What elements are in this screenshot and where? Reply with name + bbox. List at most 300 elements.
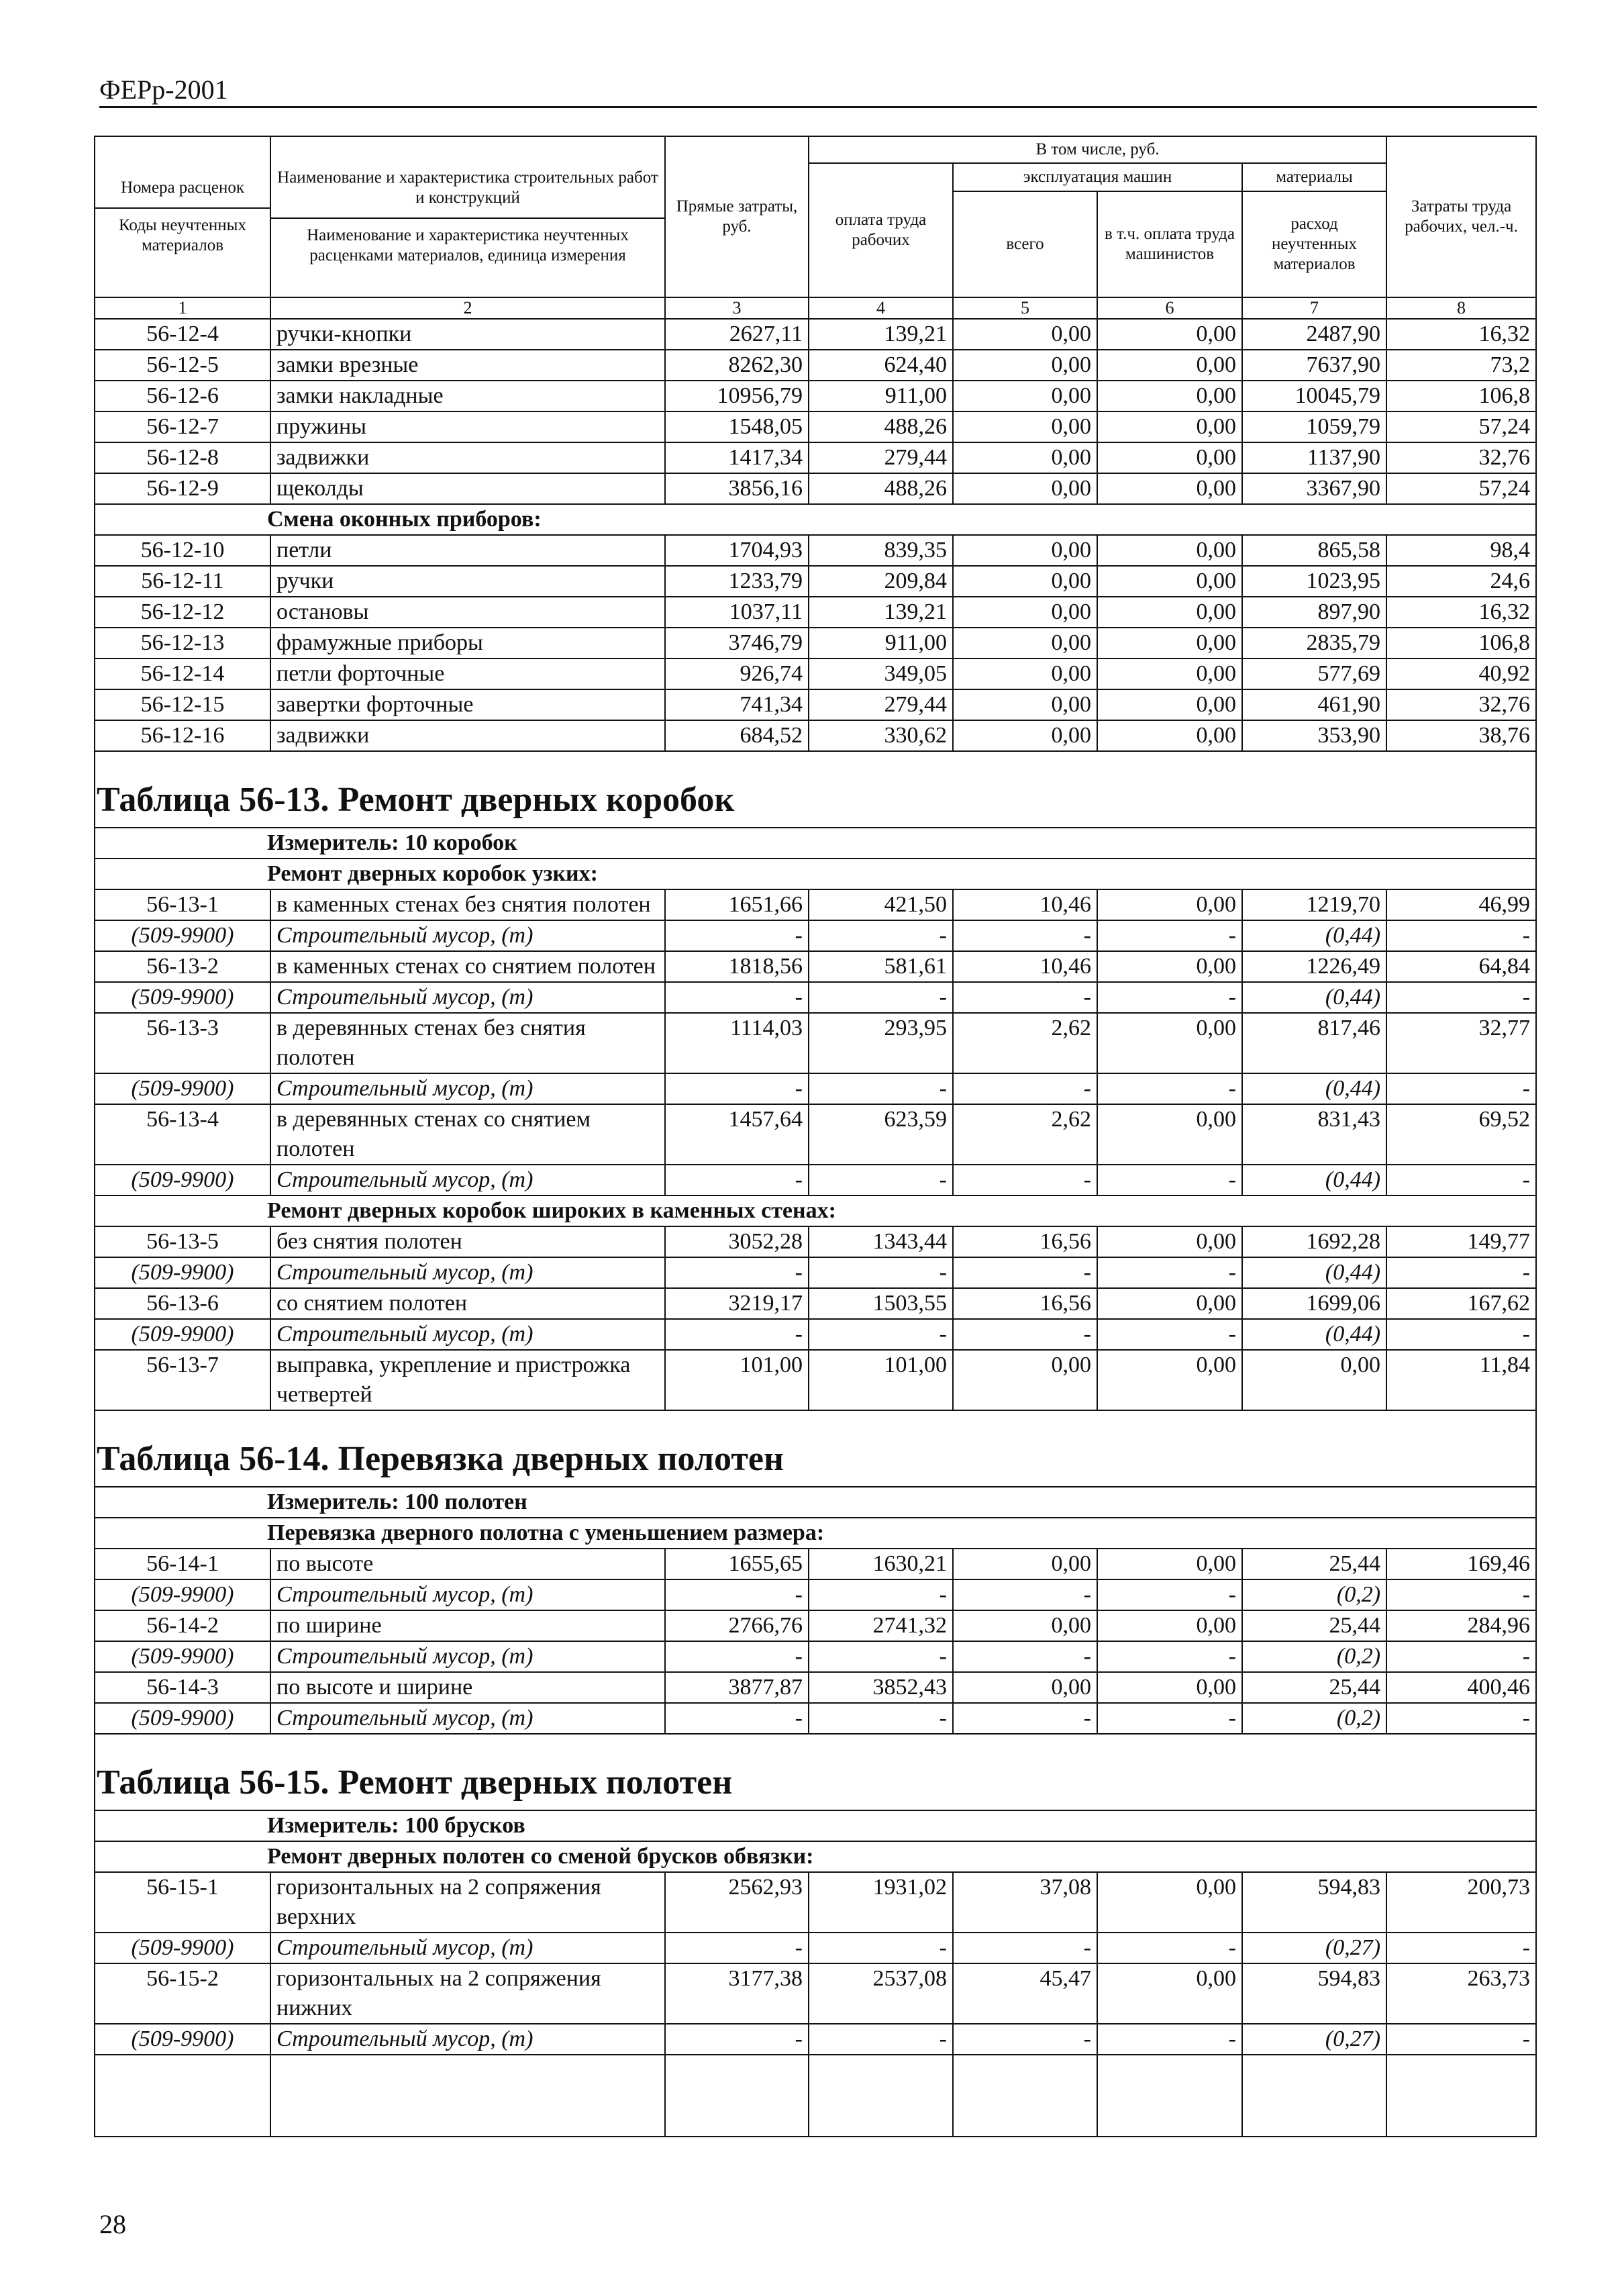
value-cell: 1037,11 — [665, 597, 809, 628]
table-title: Таблица 56-15. Ремонт дверных полотен — [95, 1734, 1536, 1810]
value-cell: 911,00 — [809, 628, 953, 658]
value-cell: 7637,90 — [1242, 350, 1386, 381]
value-cell: 0,00 — [1097, 1963, 1242, 2024]
rate-row — [95, 658, 1536, 689]
value-cell: 2,62 — [953, 1013, 1097, 1073]
material-row — [95, 982, 1536, 1013]
value-cell: 624,40 — [809, 350, 953, 381]
group-heading-row — [95, 1518, 1536, 1549]
rate-name: задвижки — [270, 720, 665, 751]
value-cell: 0,00 — [953, 442, 1097, 473]
value-cell: 0,00 — [953, 319, 1097, 350]
value-cell: 684,52 — [665, 720, 809, 751]
group-heading-row — [95, 1195, 1536, 1226]
page-header: ФЕРр-2001 — [99, 75, 228, 105]
value-cell: 32,76 — [1386, 442, 1536, 473]
value-cell: 911,00 — [809, 381, 953, 411]
value-cell: 1692,28 — [1242, 1226, 1386, 1257]
value-cell: - — [809, 1933, 953, 1963]
col-num: 2 — [270, 297, 665, 319]
value-cell: - — [953, 1703, 1097, 1734]
value-cell: 2537,08 — [809, 1963, 953, 2024]
value-cell: 1457,64 — [665, 1104, 809, 1165]
value-cell: 3367,90 — [1242, 473, 1386, 504]
rate-code: (509-9900) — [95, 1073, 270, 1104]
value-cell: (0,44) — [1242, 920, 1386, 951]
value-cell: 284,96 — [1386, 1610, 1536, 1641]
value-cell: 1023,95 — [1242, 566, 1386, 597]
col-header-4: оплата труда рабочих — [809, 163, 953, 297]
value-cell: - — [1097, 1165, 1242, 1195]
value-cell: 0,00 — [1097, 350, 1242, 381]
rate-code: 56-13-4 — [95, 1104, 270, 1165]
value-cell: 0,00 — [1097, 411, 1242, 442]
value-cell: - — [953, 1165, 1097, 1195]
rate-name: в каменных стенах со снятием полотен — [270, 951, 665, 982]
value-cell: 2487,90 — [1242, 319, 1386, 350]
rate-code: 56-14-2 — [95, 1610, 270, 1641]
value-cell: - — [1097, 1641, 1242, 1672]
rate-name: петли — [270, 535, 665, 566]
rate-name: петли форточные — [270, 658, 665, 689]
value-cell: - — [665, 1579, 809, 1610]
value-cell: - — [665, 1165, 809, 1195]
rate-name: задвижки — [270, 442, 665, 473]
value-cell: - — [809, 982, 953, 1013]
rate-code: 56-12-13 — [95, 628, 270, 658]
value-cell: 32,76 — [1386, 689, 1536, 720]
value-cell: 40,92 — [1386, 658, 1536, 689]
col-header-6: в т.ч. оплата труда машинистов — [1097, 191, 1242, 297]
value-cell: 594,83 — [1242, 1872, 1386, 1933]
value-cell: (0,44) — [1242, 1165, 1386, 1195]
col-num: 3 — [665, 297, 809, 319]
material-row — [95, 1073, 1536, 1104]
rate-row — [95, 319, 1536, 350]
rate-name: без снятия полотен — [270, 1226, 665, 1257]
rate-code: 56-12-10 — [95, 535, 270, 566]
value-cell: 2627,11 — [665, 319, 809, 350]
rate-code: (509-9900) — [95, 920, 270, 951]
value-cell: 353,90 — [1242, 720, 1386, 751]
value-cell: 0,00 — [1097, 597, 1242, 628]
value-cell: 1114,03 — [665, 1013, 809, 1073]
value-cell: - — [1386, 1933, 1536, 1963]
col-header-8: Затраты труда рабочих, чел.-ч. — [1386, 136, 1536, 297]
rate-code: (509-9900) — [95, 1703, 270, 1734]
rate-code: 56-12-9 — [95, 473, 270, 504]
value-cell: (0,44) — [1242, 1257, 1386, 1288]
rate-code: 56-13-1 — [95, 889, 270, 920]
col-header-7: расход неучтенных материалов — [1242, 191, 1386, 297]
value-cell: 263,73 — [1386, 1963, 1536, 2024]
value-cell: 581,61 — [809, 951, 953, 982]
rate-name: ручки — [270, 566, 665, 597]
col-header-group: В том числе, руб. — [809, 136, 1386, 163]
material-row — [95, 1933, 1536, 1963]
value-cell: 106,8 — [1386, 381, 1536, 411]
value-cell: 0,00 — [1097, 535, 1242, 566]
rate-name: со снятием полотен — [270, 1288, 665, 1319]
value-cell: 10956,79 — [665, 381, 809, 411]
value-cell: - — [953, 1933, 1097, 1963]
measure-unit-row — [95, 1810, 1536, 1841]
value-cell: 24,6 — [1386, 566, 1536, 597]
value-cell: 101,00 — [665, 1350, 809, 1410]
rate-row — [95, 597, 1536, 628]
value-cell: 38,76 — [1386, 720, 1536, 751]
value-cell: - — [1097, 1319, 1242, 1350]
measure-unit-row — [95, 828, 1536, 859]
value-cell: 0,00 — [953, 350, 1097, 381]
value-cell: 3177,38 — [665, 1963, 809, 2024]
blank-cell — [95, 2055, 270, 2137]
value-cell: - — [1097, 1703, 1242, 1734]
value-cell: 0,00 — [953, 628, 1097, 658]
rate-name: в каменных стенах без снятия полотен — [270, 889, 665, 920]
blank-cell — [665, 2055, 809, 2137]
col-header-materials: материалы — [1242, 163, 1386, 191]
group-heading-row — [95, 504, 1536, 535]
rate-row — [95, 535, 1536, 566]
value-cell: 0,00 — [1097, 889, 1242, 920]
value-cell: 149,77 — [1386, 1226, 1536, 1257]
rate-name: Строительный мусор, (т) — [270, 1579, 665, 1610]
value-cell: 45,47 — [953, 1963, 1097, 2024]
rate-code: 56-14-1 — [95, 1549, 270, 1579]
rates-table — [94, 136, 1537, 2137]
rate-code: (509-9900) — [95, 1933, 270, 1963]
rate-code: (509-9900) — [95, 1165, 270, 1195]
group-heading: Смена оконных приборов: — [95, 504, 1536, 535]
value-cell: (0,2) — [1242, 1579, 1386, 1610]
value-cell: 2562,93 — [665, 1872, 809, 1933]
value-cell: 10,46 — [953, 951, 1097, 982]
value-cell: (0,44) — [1242, 982, 1386, 1013]
value-cell: - — [665, 1933, 809, 1963]
value-cell: 1651,66 — [665, 889, 809, 920]
value-cell: 73,2 — [1386, 350, 1536, 381]
rate-row — [95, 473, 1536, 504]
value-cell: 10045,79 — [1242, 381, 1386, 411]
rate-name: Строительный мусор, (т) — [270, 1319, 665, 1350]
value-cell: - — [809, 1257, 953, 1288]
value-cell: 623,59 — [809, 1104, 953, 1165]
value-cell: 488,26 — [809, 411, 953, 442]
value-cell: - — [1386, 1257, 1536, 1288]
measure-unit: Измеритель: 100 брусков — [95, 1810, 1536, 1841]
rate-row — [95, 689, 1536, 720]
value-cell: - — [809, 1641, 953, 1672]
rate-code: 56-12-14 — [95, 658, 270, 689]
rate-name: горизонтальных на 2 сопряжения нижних — [270, 1963, 665, 2024]
value-cell: - — [809, 1165, 953, 1195]
value-cell: 25,44 — [1242, 1672, 1386, 1703]
value-cell: 200,73 — [1386, 1872, 1536, 1933]
rate-row — [95, 1104, 1536, 1165]
value-cell: - — [1097, 920, 1242, 951]
value-cell: 1417,34 — [665, 442, 809, 473]
rate-code: 56-12-15 — [95, 689, 270, 720]
rate-row — [95, 951, 1536, 982]
value-cell: 0,00 — [953, 566, 1097, 597]
value-cell: 1699,06 — [1242, 1288, 1386, 1319]
value-cell: 25,44 — [1242, 1610, 1386, 1641]
rate-code: 56-12-5 — [95, 350, 270, 381]
measure-unit-row — [95, 1487, 1536, 1518]
value-cell: - — [809, 1579, 953, 1610]
rate-name: щеколды — [270, 473, 665, 504]
rate-code: 56-13-3 — [95, 1013, 270, 1073]
value-cell: 98,4 — [1386, 535, 1536, 566]
value-cell: 0,00 — [1097, 442, 1242, 473]
rate-code: 56-13-5 — [95, 1226, 270, 1257]
rate-name: Строительный мусор, (т) — [270, 1641, 665, 1672]
value-cell: 2835,79 — [1242, 628, 1386, 658]
rate-name: по высоте и ширине — [270, 1672, 665, 1703]
rate-code: 56-12-8 — [95, 442, 270, 473]
value-cell: 25,44 — [1242, 1549, 1386, 1579]
value-cell: - — [665, 982, 809, 1013]
value-cell: 0,00 — [1097, 1104, 1242, 1165]
rate-code: (509-9900) — [95, 1579, 270, 1610]
rate-row — [95, 566, 1536, 597]
value-cell: (0,27) — [1242, 1933, 1386, 1963]
value-cell: 0,00 — [1097, 628, 1242, 658]
rate-code: 56-12-11 — [95, 566, 270, 597]
rate-code: 56-12-12 — [95, 597, 270, 628]
rate-name: Строительный мусор, (т) — [270, 920, 665, 951]
rate-name: Строительный мусор, (т) — [270, 1703, 665, 1734]
value-cell: 1503,55 — [809, 1288, 953, 1319]
blank-cell — [953, 2055, 1097, 2137]
rate-row — [95, 1288, 1536, 1319]
rate-name: Строительный мусор, (т) — [270, 1257, 665, 1288]
value-cell: - — [665, 1257, 809, 1288]
table-header — [95, 136, 1536, 319]
value-cell: - — [1097, 1257, 1242, 1288]
group-heading-row — [95, 1841, 1536, 1872]
group-heading: Ремонт дверных коробок узких: — [95, 859, 1536, 889]
value-cell: - — [1386, 1579, 1536, 1610]
rate-row — [95, 1963, 1536, 2024]
value-cell: - — [1386, 982, 1536, 1013]
value-cell: 167,62 — [1386, 1288, 1536, 1319]
rate-row — [95, 1549, 1536, 1579]
value-cell: 11,84 — [1386, 1350, 1536, 1410]
value-cell: - — [665, 1073, 809, 1104]
value-cell: - — [665, 1319, 809, 1350]
value-cell: (0,44) — [1242, 1319, 1386, 1350]
rate-name: ручки-кнопки — [270, 319, 665, 350]
value-cell: 897,90 — [1242, 597, 1386, 628]
col-num: 8 — [1386, 297, 1536, 319]
value-cell: 421,50 — [809, 889, 953, 920]
page-number: 28 — [99, 2209, 126, 2239]
value-cell: 0,00 — [953, 473, 1097, 504]
value-cell: 1219,70 — [1242, 889, 1386, 920]
value-cell: 16,56 — [953, 1226, 1097, 1257]
value-cell: 1818,56 — [665, 951, 809, 982]
value-cell: 865,58 — [1242, 535, 1386, 566]
value-cell: - — [665, 1703, 809, 1734]
col-header-machines: эксплуатация машин — [953, 163, 1242, 191]
value-cell: 0,00 — [1097, 1672, 1242, 1703]
rate-code: (509-9900) — [95, 1641, 270, 1672]
value-cell: 3852,43 — [809, 1672, 953, 1703]
value-cell: 1137,90 — [1242, 442, 1386, 473]
rate-code: 56-14-3 — [95, 1672, 270, 1703]
value-cell: (0,44) — [1242, 1073, 1386, 1104]
value-cell: - — [953, 1073, 1097, 1104]
col-header-3: Прямые затраты, руб. — [665, 136, 809, 297]
value-cell: - — [1386, 920, 1536, 951]
value-cell: 0,00 — [1097, 658, 1242, 689]
group-heading: Ремонт дверных полотен со сменой брусков обвязки: — [95, 1841, 1536, 1872]
table-title: Таблица 56-13. Ремонт дверных коробок — [95, 751, 1536, 828]
rate-row — [95, 1226, 1536, 1257]
material-row — [95, 920, 1536, 951]
rate-name: Строительный мусор, (т) — [270, 1165, 665, 1195]
rate-row — [95, 628, 1536, 658]
value-cell: 16,32 — [1386, 319, 1536, 350]
value-cell: 0,00 — [1097, 1350, 1242, 1410]
value-cell: 594,83 — [1242, 1963, 1386, 2024]
value-cell: 0,00 — [953, 411, 1097, 442]
value-cell: 0,00 — [953, 597, 1097, 628]
value-cell: 0,00 — [953, 1672, 1097, 1703]
value-cell: - — [1386, 2024, 1536, 2055]
value-cell: - — [1386, 1703, 1536, 1734]
rate-row — [95, 1610, 1536, 1641]
value-cell: 0,00 — [1097, 951, 1242, 982]
material-row — [95, 1703, 1536, 1734]
material-row — [95, 1319, 1536, 1350]
rate-code: 56-13-7 — [95, 1350, 270, 1410]
value-cell: 0,00 — [1242, 1350, 1386, 1410]
blank-cell — [1097, 2055, 1242, 2137]
value-cell: - — [665, 2024, 809, 2055]
measure-unit: Измеритель: 100 полотен — [95, 1487, 1536, 1518]
value-cell: 349,05 — [809, 658, 953, 689]
value-cell: - — [953, 982, 1097, 1013]
value-cell: 3877,87 — [665, 1672, 809, 1703]
material-row — [95, 1165, 1536, 1195]
rate-row — [95, 411, 1536, 442]
rate-row — [95, 1013, 1536, 1073]
value-cell: 330,62 — [809, 720, 953, 751]
value-cell: 577,69 — [1242, 658, 1386, 689]
value-cell: 0,00 — [953, 658, 1097, 689]
value-cell: (0,2) — [1242, 1703, 1386, 1734]
value-cell: 0,00 — [953, 689, 1097, 720]
blank-cell — [1242, 2055, 1386, 2137]
rate-code: 56-12-6 — [95, 381, 270, 411]
group-heading: Перевязка дверного полотна с уменьшением размера: — [95, 1518, 1536, 1549]
value-cell: 2741,32 — [809, 1610, 953, 1641]
col-header-2: Наименование и характеристика строительных работ и конструкций Наименование и характеристика неучтенных расценками материалов, единица измерения — [270, 136, 665, 297]
rate-row — [95, 1872, 1536, 1933]
value-cell: 69,52 — [1386, 1104, 1536, 1165]
value-cell: 57,24 — [1386, 473, 1536, 504]
value-cell: - — [1097, 2024, 1242, 2055]
value-cell: 1655,65 — [665, 1549, 809, 1579]
value-cell: 209,84 — [809, 566, 953, 597]
value-cell: 169,46 — [1386, 1549, 1536, 1579]
rate-row — [95, 1350, 1536, 1410]
table-title-row — [95, 751, 1536, 828]
value-cell: 1226,49 — [1242, 951, 1386, 982]
value-cell: 1343,44 — [809, 1226, 953, 1257]
value-cell: 839,35 — [809, 535, 953, 566]
value-cell: 37,08 — [953, 1872, 1097, 1933]
value-cell: 817,46 — [1242, 1013, 1386, 1073]
rate-code: (509-9900) — [95, 982, 270, 1013]
col-num: 5 — [953, 297, 1097, 319]
value-cell: - — [809, 1319, 953, 1350]
value-cell: - — [953, 2024, 1097, 2055]
value-cell: - — [1386, 1319, 1536, 1350]
value-cell: 293,95 — [809, 1013, 953, 1073]
value-cell: 279,44 — [809, 689, 953, 720]
value-cell: 0,00 — [1097, 1226, 1242, 1257]
group-heading: Ремонт дверных коробок широких в каменных стенах: — [95, 1195, 1536, 1226]
value-cell: - — [1386, 1165, 1536, 1195]
rates-sheet — [94, 136, 1535, 2182]
material-row — [95, 2024, 1536, 2055]
group-heading-row — [95, 859, 1536, 889]
rate-name: остановы — [270, 597, 665, 628]
value-cell: 0,00 — [1097, 689, 1242, 720]
rate-code: (509-9900) — [95, 2024, 270, 2055]
value-cell: 279,44 — [809, 442, 953, 473]
rate-code: 56-13-6 — [95, 1288, 270, 1319]
value-cell: - — [1097, 1579, 1242, 1610]
rate-name: по высоте — [270, 1549, 665, 1579]
value-cell: 400,46 — [1386, 1672, 1536, 1703]
value-cell: 488,26 — [809, 473, 953, 504]
blank-cell — [809, 2055, 953, 2137]
value-cell: 46,99 — [1386, 889, 1536, 920]
value-cell: - — [953, 1319, 1097, 1350]
rate-name: Строительный мусор, (т) — [270, 1073, 665, 1104]
rate-code: 56-13-2 — [95, 951, 270, 982]
material-row — [95, 1641, 1536, 1672]
value-cell: 0,00 — [1097, 319, 1242, 350]
value-cell: 57,24 — [1386, 411, 1536, 442]
rate-name: в деревянных стенах без снятия полотен — [270, 1013, 665, 1073]
value-cell: - — [809, 2024, 953, 2055]
column-numbers-row — [95, 297, 1536, 319]
value-cell: 0,00 — [1097, 1610, 1242, 1641]
value-cell: 3856,16 — [665, 473, 809, 504]
header-rule — [99, 106, 1537, 108]
rate-code: 56-15-1 — [95, 1872, 270, 1933]
rate-name: замки накладные — [270, 381, 665, 411]
rate-name: завертки форточные — [270, 689, 665, 720]
value-cell: 139,21 — [809, 597, 953, 628]
table-title-row — [95, 1410, 1536, 1487]
value-cell: - — [1097, 1073, 1242, 1104]
blank-cell — [270, 2055, 665, 2137]
rate-row — [95, 350, 1536, 381]
col-num: 4 — [809, 297, 953, 319]
value-cell: 0,00 — [1097, 1013, 1242, 1073]
value-cell: 1548,05 — [665, 411, 809, 442]
rate-name: фрамужные приборы — [270, 628, 665, 658]
value-cell: 0,00 — [1097, 720, 1242, 751]
value-cell: 0,00 — [1097, 566, 1242, 597]
